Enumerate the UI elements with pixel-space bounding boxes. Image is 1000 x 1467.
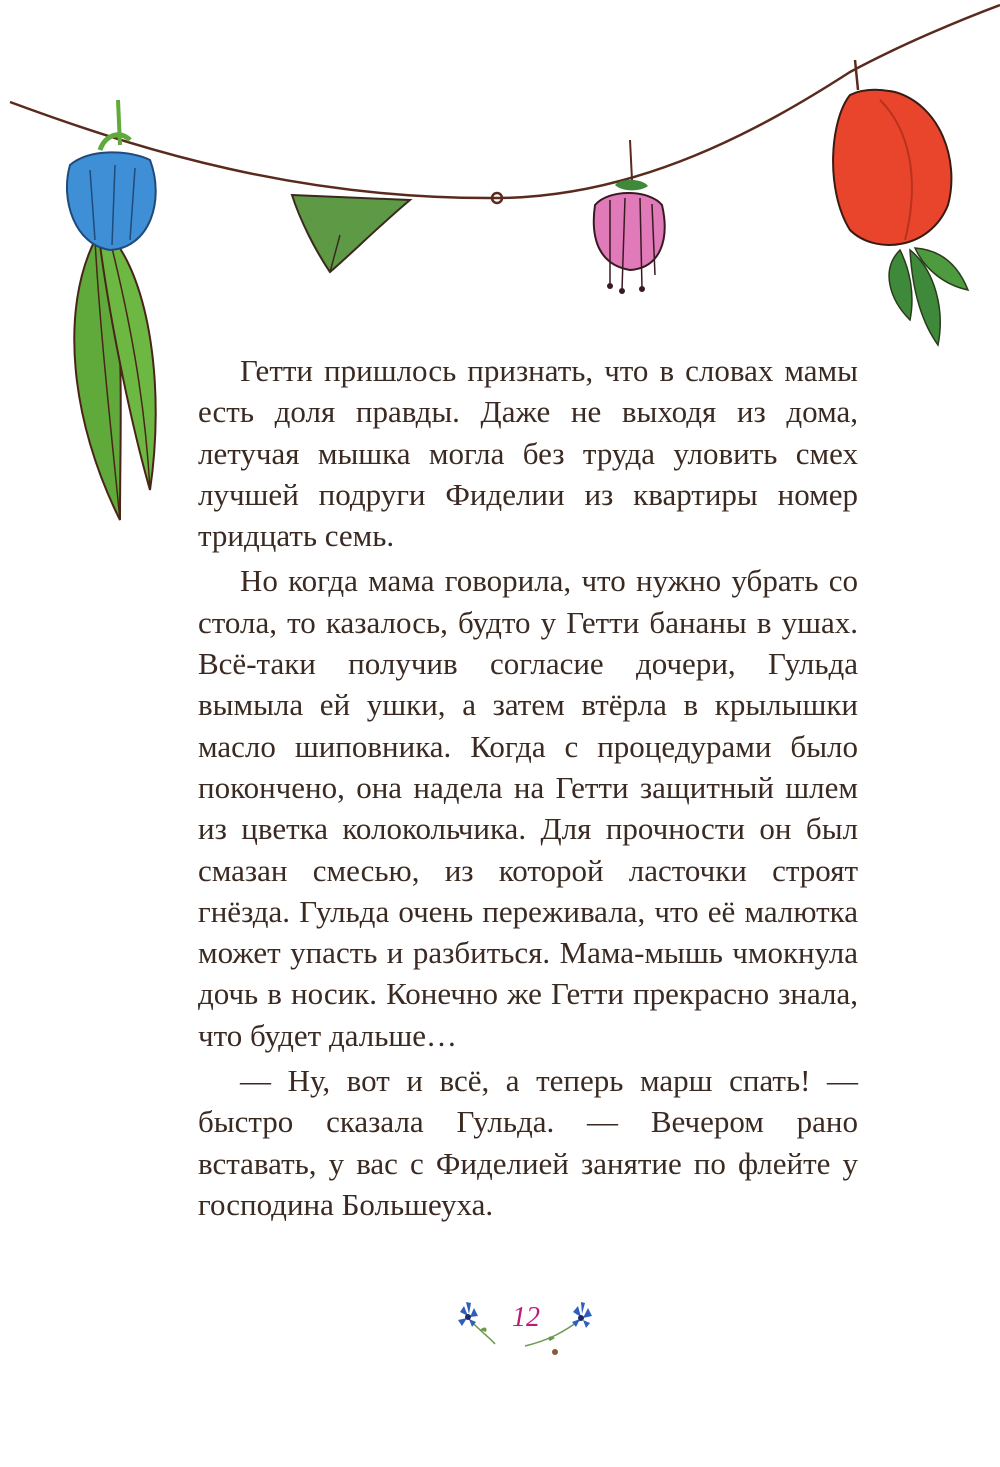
body-text	[198, 350, 858, 1229]
paragraph-3: — Ну, вот и всё, а теперь марш спать! — быстро сказала Гульда. — Вечером рано вставать, у вас с Фиделией занятие по флейте у господина Большеуха.	[198, 1063, 858, 1222]
rose-hip	[833, 60, 968, 345]
paragraph-2: Но когда мама говорила, что нужно убрать со стола, то казалось, будто у Гетти бананы в ушах. Всё-таки получив согласие дочери, Гульда вымыла ей ушки, а затем втёрла в крылышки масло шиповника. Когда с процедурами было покончено, она надела на Гетти защитный шлем из цветка колокольчика. Для прочности он был смазан смесью, из которой ласточки строят гнёзда. Гульда очень переживала, что её малютка может упасть и разбиться. Мама-мышь чмокнула дочь в носик. Конечно же Гетти прекрасно знала, что будет дальше…	[198, 563, 858, 1053]
page-number: 12	[512, 1302, 540, 1333]
blue-flower-with-leaves	[67, 100, 156, 520]
pink-bell-flower	[594, 140, 665, 294]
left-cornflower-icon	[458, 1302, 495, 1344]
paragraph-1: Гетти пришлось признать, что в словах мамы есть доля правды. Даже не выходя из дома, летучая мышка могла без труда уловить смех лучшей подруги Фиделии из квартиры номер тридцать семь.	[198, 353, 858, 554]
page-footer	[440, 1296, 610, 1356]
green-leaf-pennant	[292, 195, 410, 272]
